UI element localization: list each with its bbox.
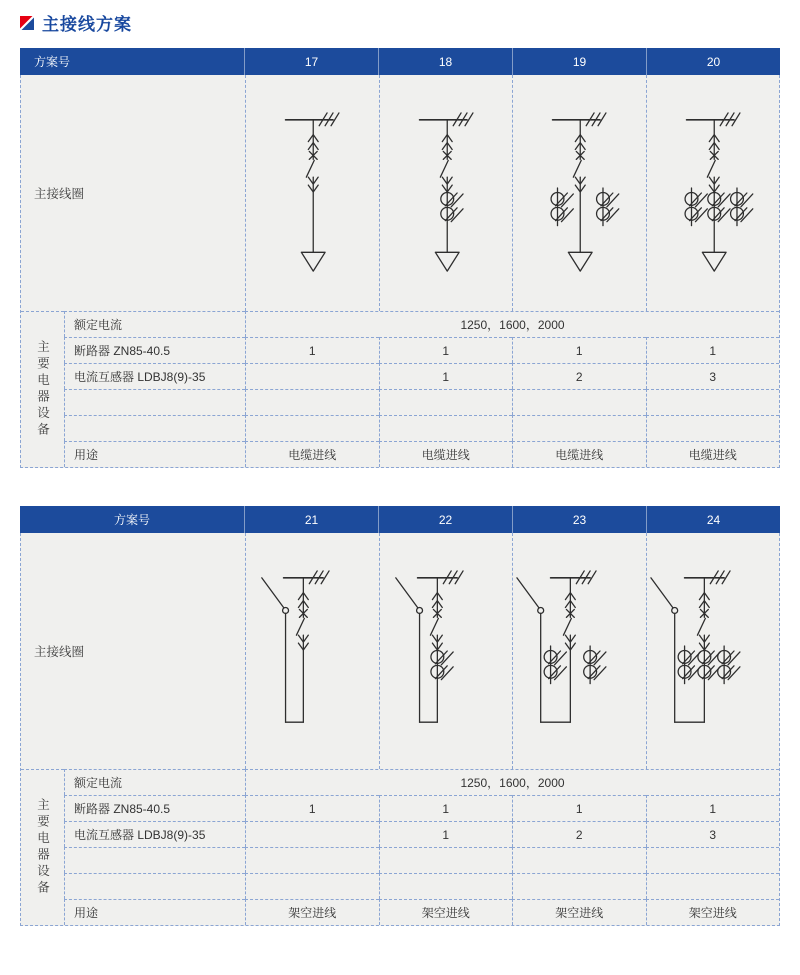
spec2-row-ct-label: 电流互感器 LDBJ8(9)-35 — [64, 821, 245, 847]
diagram-cell-17 — [245, 75, 379, 311]
table2-header-scheme-24: 24 — [646, 506, 780, 533]
spec-empty1-17 — [245, 389, 379, 415]
spec-ct-17 — [245, 363, 379, 389]
diagram-scheme-24 — [647, 533, 780, 769]
spec-breaker-20: 1 — [646, 337, 780, 363]
diagram-scheme-19 — [513, 75, 646, 311]
page-title: 主接线方案 — [42, 15, 132, 34]
spec-usage-19: 电缆进线 — [512, 441, 646, 467]
spec-ct-20: 3 — [646, 363, 780, 389]
spec-row-usage-label: 用途 — [64, 441, 245, 467]
spec2-row-rated-current-label: 额定电流 — [64, 769, 245, 795]
spec-row-rated-current-value: 1250，1600，2000 — [245, 311, 779, 337]
spec-row-breaker-label: 断路器 ZN85-40.5 — [64, 337, 245, 363]
diagram-scheme-21 — [246, 533, 379, 769]
diagram-scheme-22 — [380, 533, 513, 769]
table1-diagram-row — [21, 75, 779, 311]
table2-body — [20, 533, 780, 926]
title-corner-icon — [20, 16, 34, 30]
spec-empty2-20 — [646, 415, 780, 441]
diagram-cell-20 — [646, 75, 780, 311]
spec2-row-breaker-label: 断路器 ZN85-40.5 — [64, 795, 245, 821]
spec2-row-rated-current-value: 1250，1600，2000 — [245, 769, 779, 795]
spec2-empty2-21 — [245, 873, 379, 899]
spec2-ct-24: 3 — [646, 821, 780, 847]
spec2-breaker-24: 1 — [646, 795, 780, 821]
spec-ct-18: 1 — [379, 363, 513, 389]
diagram-scheme-23 — [513, 533, 646, 769]
spec-usage-18: 电缆进线 — [379, 441, 513, 467]
spec-empty1-18 — [379, 389, 513, 415]
table1-header-scheme-20: 20 — [646, 48, 780, 75]
table1-body — [20, 75, 780, 468]
diagram-cell-24 — [646, 533, 780, 769]
spec2-empty2-22 — [379, 873, 513, 899]
table1-header-scheme-label: 方案号 — [34, 55, 71, 69]
spec-usage-20: 电缆进线 — [646, 441, 780, 467]
spec-usage-17: 电缆进线 — [245, 441, 379, 467]
spec2-empty1-22 — [379, 847, 513, 873]
spec2-ct-22: 1 — [379, 821, 513, 847]
diagram-cell-21 — [245, 533, 379, 769]
table2-header-row — [20, 506, 780, 533]
table2-diagram-row-label: 主接线圈 — [34, 645, 85, 659]
spec-empty1-20 — [646, 389, 780, 415]
table2-diagram-row — [21, 533, 779, 769]
spec-empty2-18 — [379, 415, 513, 441]
page-title-row — [20, 10, 780, 35]
table1-header-scheme-19: 19 — [512, 48, 646, 75]
diagram-cell-18 — [379, 75, 513, 311]
diagram-cell-23 — [512, 533, 646, 769]
spec2-row-empty2-label — [64, 873, 245, 899]
table1-header-scheme-18: 18 — [378, 48, 512, 75]
spec-row-empty2-label — [64, 415, 245, 441]
table1-spec-grid — [21, 311, 779, 467]
spec2-breaker-21: 1 — [245, 795, 379, 821]
spec2-breaker-23: 1 — [512, 795, 646, 821]
spec2-empty1-21 — [245, 847, 379, 873]
table1-diagram-row-label: 主接线圈 — [34, 187, 85, 201]
spec-breaker-19: 1 — [512, 337, 646, 363]
spec-row-rated-current-label: 额定电流 — [64, 311, 245, 337]
spec-ct-19: 2 — [512, 363, 646, 389]
table2-spec-grid — [21, 769, 779, 925]
diagram-cell-19 — [512, 75, 646, 311]
spec2-breaker-22: 1 — [379, 795, 513, 821]
table2-header-scheme-label: 方案号 — [113, 513, 150, 527]
spec2-usage-23: 架空进线 — [512, 899, 646, 925]
diagram-scheme-18 — [380, 75, 513, 311]
diagram-scheme-17 — [246, 75, 379, 311]
spec2-usage-22: 架空进线 — [379, 899, 513, 925]
diagram-cell-22 — [379, 533, 513, 769]
spec2-empty1-23 — [512, 847, 646, 873]
spec-empty1-19 — [512, 389, 646, 415]
diagram-scheme-20 — [647, 75, 780, 311]
spec-breaker-18: 1 — [379, 337, 513, 363]
spec-row-ct-label: 电流互感器 LDBJ8(9)-35 — [64, 363, 245, 389]
spec2-empty1-24 — [646, 847, 780, 873]
spec2-usage-21: 架空进线 — [245, 899, 379, 925]
spec-empty2-17 — [245, 415, 379, 441]
table1-header-row — [20, 48, 780, 75]
spec2-ct-23: 2 — [512, 821, 646, 847]
spec-empty2-19 — [512, 415, 646, 441]
table2-header-scheme-23: 23 — [512, 506, 646, 533]
table1-header-scheme-17: 17 — [244, 48, 378, 75]
spec2-row-usage-label: 用途 — [64, 899, 245, 925]
spec2-empty2-23 — [512, 873, 646, 899]
spec-breaker-17: 1 — [245, 337, 379, 363]
spec2-row-empty1-label — [64, 847, 245, 873]
scheme-table-21-24 — [20, 506, 780, 926]
spec2-usage-24: 架空进线 — [646, 899, 780, 925]
table1-equipment-group-label: 主要电器设备 — [21, 311, 64, 467]
spec2-ct-21 — [245, 821, 379, 847]
table2-equipment-group-label: 主要电器设备 — [21, 769, 64, 925]
spec2-empty2-24 — [646, 873, 780, 899]
table2-header-scheme-21: 21 — [244, 506, 378, 533]
spec-row-empty1-label — [64, 389, 245, 415]
table2-header-scheme-22: 22 — [378, 506, 512, 533]
scheme-table-17-20 — [20, 48, 780, 468]
